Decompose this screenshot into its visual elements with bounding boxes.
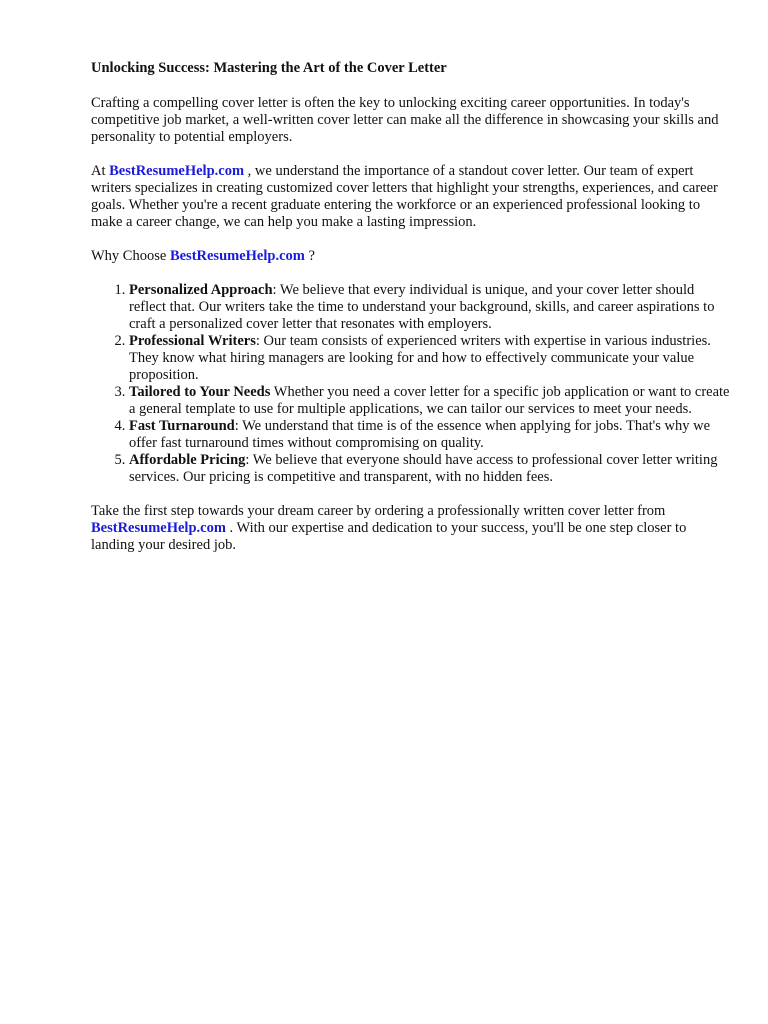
list-item	[129, 333, 731, 384]
closing-prefix: Take the first step towards your dream career by ordering a professionally written cover letter from	[91, 503, 666, 519]
why-prefix: Why Choose	[91, 248, 170, 264]
list-item	[129, 418, 731, 452]
about-text: , we understand the importance of a standout cover letter. Our team of expert writers specializes in creating customized cover letters that highlight your strengths, experiences, and career goals. Whether you're a recent graduate entering the workforce or an experienced professional looking to make a career change, we can help you make a lasting impression.	[91, 163, 718, 230]
intro-paragraph: Crafting a compelling cover letter is often the key to unlocking exciting career opportunities. In today's competitive job market, a well-written cover letter can make all the difference in showcasing your skills and personality to potential employers.	[91, 95, 719, 145]
document-body	[91, 60, 731, 571]
about-prefix: At	[91, 163, 110, 179]
list-item-text: We believe that everyone should have access to professional cover letter writing services. Our pricing is competitive and transparent, with no hidden fees.	[129, 452, 718, 485]
list-item	[129, 282, 731, 333]
brand-link[interactable]: BestResumeHelp.com	[91, 520, 226, 536]
list-item-term: Affordable Pricing	[129, 452, 246, 468]
list-item-term: Fast Turnaround	[129, 418, 235, 434]
list-item-separator: :	[245, 452, 250, 468]
list-item-text: We believe that every individual is unique, and your cover letter should reflect that. Our writers take the time to understand your background, skills, and career aspirations to craft a personalized cover letter that resonates with employers.	[129, 282, 715, 332]
list-item-text: Our team consists of experienced writers with expertise in various industries. They know what hiring managers are looking for and how to effectively communicate your value proposition.	[129, 333, 711, 383]
why-choose-heading	[91, 248, 731, 265]
list-item-text: Whether you need a cover letter for a specific job application or want to create a general template to use for multiple applications, we can tailor our services to meet your needs.	[129, 384, 730, 417]
brand-link[interactable]: BestResumeHelp.com	[109, 163, 245, 179]
list-item	[129, 452, 731, 486]
list-item	[129, 384, 731, 418]
list-item-term: Tailored to Your Needs	[129, 384, 271, 400]
about-paragraph	[91, 163, 731, 231]
list-item-separator: :	[234, 418, 239, 434]
list-item-text: We understand that time is of the essence when applying for jobs. That's why we offer fast turnaround times without compromising on quality.	[129, 418, 710, 451]
list-item-term: Personalized Approach	[129, 282, 273, 298]
closing-text: . With our expertise and dedication to your success, you'll be one step closer to landing your desired job.	[91, 520, 687, 553]
why-suffix: ?	[304, 248, 315, 264]
benefits-list	[91, 282, 731, 486]
document-title: Unlocking Success: Mastering the Art of the Cover Letter	[91, 60, 447, 76]
brand-link[interactable]: BestResumeHelp.com	[169, 248, 305, 264]
list-item-separator: :	[255, 333, 260, 349]
closing-paragraph	[91, 503, 731, 554]
list-item-separator: :	[272, 282, 277, 298]
list-item-term: Professional Writers	[129, 333, 256, 349]
